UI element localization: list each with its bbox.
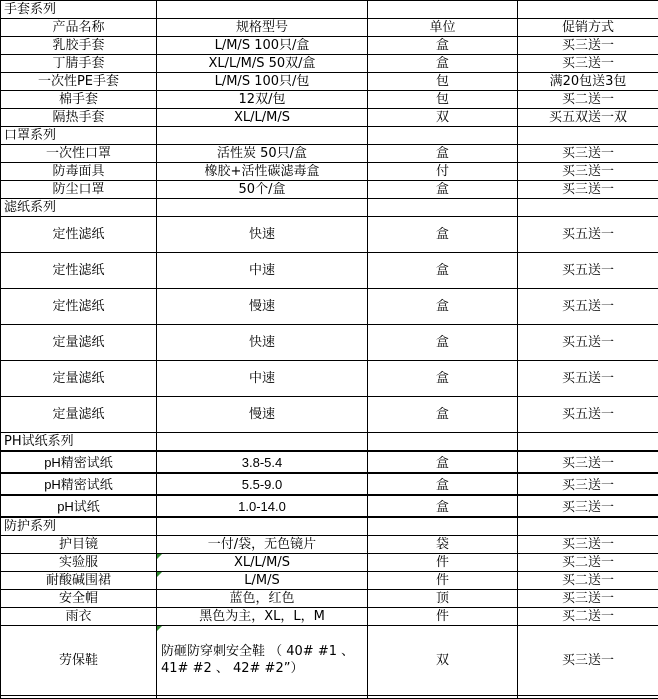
promotion-cell[interactable]: 买五送一 <box>518 289 658 325</box>
table-row <box>1 589 658 607</box>
product-name-cell[interactable]: 一次性口罩 <box>1 145 157 163</box>
empty-cell[interactable] <box>157 199 368 217</box>
unit-cell[interactable]: 盒 <box>368 217 518 253</box>
promotion-cell[interactable]: 买五双送一双 <box>518 109 658 127</box>
section-row-ph-paper <box>1 433 658 451</box>
table-row <box>1 535 658 553</box>
unit-cell[interactable]: 盒 <box>368 325 518 361</box>
table-row <box>1 289 658 325</box>
product-name-cell[interactable]: pH试纸 <box>1 495 157 517</box>
empty-cell[interactable] <box>157 517 368 535</box>
spec-cell[interactable]: 慢速 <box>157 289 368 325</box>
table-row <box>1 253 658 289</box>
promotion-cell[interactable]: 买五送一 <box>518 397 658 433</box>
table-row <box>1 607 658 625</box>
spec-cell[interactable]: 50个/盒 <box>157 181 368 199</box>
empty-cell[interactable] <box>157 695 368 698</box>
table-row <box>1 109 658 127</box>
empty-cell[interactable] <box>368 695 518 698</box>
table-row <box>1 397 658 433</box>
section-title[interactable]: 手套系列 <box>1 1 157 19</box>
spec-cell[interactable]: 中速 <box>157 253 368 289</box>
unit-cell[interactable]: 顶 <box>368 589 518 607</box>
section-row-masks <box>1 127 658 145</box>
product-name-cell[interactable]: 一次性PE手套 <box>1 73 157 91</box>
spec-cell[interactable]: 3.8-5.4 <box>157 451 368 473</box>
spec-cell[interactable]: 黑色为主，XL，L，M <box>157 607 368 625</box>
promotion-cell[interactable]: 满20包送3包 <box>518 73 658 91</box>
unit-cell[interactable]: 包 <box>368 91 518 109</box>
unit-cell[interactable]: 双 <box>368 109 518 127</box>
spec-cell[interactable]: 1.0-14.0 <box>157 495 368 517</box>
empty-cell[interactable] <box>157 433 368 451</box>
unit-cell[interactable]: 盒 <box>368 37 518 55</box>
unit-cell[interactable]: 盒 <box>368 451 518 473</box>
promotion-cell[interactable]: 买二送一 <box>518 553 658 571</box>
empty-cell[interactable] <box>368 517 518 535</box>
product-name-cell[interactable]: 劳保鞋 <box>1 625 157 695</box>
product-name-cell[interactable]: 实验服 <box>1 553 157 571</box>
product-name-cell[interactable]: 定性滤纸 <box>1 289 157 325</box>
promotion-cell[interactable]: 买二送一 <box>518 91 658 109</box>
table-row <box>1 553 658 571</box>
unit-cell[interactable]: 袋 <box>368 535 518 553</box>
trailing-row <box>1 695 658 698</box>
product-name-cell[interactable]: pH精密试纸 <box>1 451 157 473</box>
table-row <box>1 451 658 473</box>
section-title[interactable]: PH试纸系列 <box>1 433 157 451</box>
unit-cell[interactable]: 盒 <box>368 473 518 495</box>
section-row-protection <box>1 517 658 535</box>
section-title[interactable]: 口罩系列 <box>1 127 157 145</box>
unit-cell[interactable]: 盒 <box>368 495 518 517</box>
table-row <box>1 495 658 517</box>
empty-cell[interactable] <box>518 517 658 535</box>
table-row <box>1 325 658 361</box>
empty-cell[interactable] <box>368 127 518 145</box>
promotion-cell[interactable]: 买三送一 <box>518 451 658 473</box>
product-name-cell[interactable]: 丁腈手套 <box>1 55 157 73</box>
table-row <box>1 163 658 181</box>
table-row <box>1 55 658 73</box>
promotion-cell[interactable]: 买五送一 <box>518 253 658 289</box>
unit-cell[interactable]: 件 <box>368 553 518 571</box>
table-row <box>1 571 658 589</box>
promotion-cell[interactable]: 买三送一 <box>518 37 658 55</box>
header-row <box>1 19 658 37</box>
empty-cell[interactable] <box>157 127 368 145</box>
product-name-cell[interactable]: 定性滤纸 <box>1 217 157 253</box>
spec-cell[interactable]: L/M/S 100只/盒 <box>157 37 368 55</box>
unit-cell[interactable]: 盒 <box>368 361 518 397</box>
product-name-cell[interactable]: 耐酸碱围裙 <box>1 571 157 589</box>
promotion-cell[interactable]: 买三送一 <box>518 145 658 163</box>
spec-cell[interactable]: XL/L/M/S <box>157 553 368 571</box>
header-product-name[interactable]: 产品名称 <box>1 19 157 37</box>
table-row <box>1 37 658 55</box>
promotion-cell[interactable]: 买三送一 <box>518 495 658 517</box>
header-spec[interactable]: 规格型号 <box>157 19 368 37</box>
product-name-cell[interactable]: 安全帽 <box>1 589 157 607</box>
empty-cell[interactable] <box>518 433 658 451</box>
spec-cell[interactable]: 防砸防穿刺安全鞋 （ 40# #1 、 41# #2 、 42# #2”） <box>157 625 368 695</box>
promotion-cell[interactable]: 买三送一 <box>518 55 658 73</box>
promotion-cell[interactable]: 买三送一 <box>518 473 658 495</box>
unit-cell[interactable]: 盒 <box>368 253 518 289</box>
empty-cell[interactable] <box>518 695 658 698</box>
unit-cell[interactable]: 盒 <box>368 289 518 325</box>
section-row-gloves <box>1 1 658 19</box>
empty-cell[interactable] <box>518 1 658 19</box>
product-name-cell[interactable]: 定量滤纸 <box>1 325 157 361</box>
unit-cell[interactable]: 盒 <box>368 181 518 199</box>
unit-cell[interactable]: 盒 <box>368 145 518 163</box>
spec-cell[interactable]: L/M/S <box>157 571 368 589</box>
section-title[interactable]: 防护系列 <box>1 517 157 535</box>
unit-cell[interactable]: 盒 <box>368 397 518 433</box>
section-row-filter-paper <box>1 199 658 217</box>
spec-cell[interactable]: XL/L/M/S 50双/盒 <box>157 55 368 73</box>
spec-cell[interactable]: 蓝色，红色 <box>157 589 368 607</box>
section-title[interactable]: 滤纸系列 <box>1 199 157 217</box>
unit-cell[interactable]: 双 <box>368 625 518 695</box>
header-promotion[interactable]: 促销方式 <box>518 19 658 37</box>
spec-cell[interactable]: 5.5-9.0 <box>157 473 368 495</box>
unit-cell[interactable]: 付 <box>368 163 518 181</box>
empty-cell[interactable] <box>368 1 518 19</box>
table-row <box>1 145 658 163</box>
empty-cell[interactable] <box>1 695 157 698</box>
promotion-cell[interactable]: 买二送一 <box>518 607 658 625</box>
spec-cell[interactable]: 橡胶+活性碳滤毒盒 <box>157 163 368 181</box>
spec-cell[interactable]: 活性炭 50只/盒 <box>157 145 368 163</box>
spec-cell[interactable]: 中速 <box>157 361 368 397</box>
product-name-cell[interactable]: 防尘口罩 <box>1 181 157 199</box>
product-name-cell[interactable]: 雨衣 <box>1 607 157 625</box>
promotion-cell[interactable]: 买二送一 <box>518 571 658 589</box>
unit-cell[interactable]: 包 <box>368 73 518 91</box>
spec-cell[interactable]: 慢速 <box>157 397 368 433</box>
spec-cell[interactable]: 快速 <box>157 325 368 361</box>
table-row <box>1 181 658 199</box>
product-name-cell[interactable]: 防毒面具 <box>1 163 157 181</box>
table-row <box>1 217 658 253</box>
product-name-cell[interactable]: 棉手套 <box>1 91 157 109</box>
table-row <box>1 625 658 695</box>
spec-cell[interactable]: L/M/S 100只/包 <box>157 73 368 91</box>
unit-cell[interactable]: 件 <box>368 571 518 589</box>
promotion-cell[interactable]: 买三送一 <box>518 625 658 695</box>
empty-cell[interactable] <box>518 127 658 145</box>
product-name-cell[interactable]: 护目镜 <box>1 535 157 553</box>
promotion-cell[interactable]: 买三送一 <box>518 589 658 607</box>
product-name-cell[interactable]: pH精密试纸 <box>1 473 157 495</box>
promotion-cell[interactable]: 买五送一 <box>518 217 658 253</box>
promotion-cell[interactable]: 买五送一 <box>518 325 658 361</box>
promotion-cell[interactable]: 买五送一 <box>518 361 658 397</box>
table-row <box>1 473 658 495</box>
product-name-cell[interactable]: 隔热手套 <box>1 109 157 127</box>
unit-cell[interactable]: 件 <box>368 607 518 625</box>
spec-cell[interactable]: 一付/袋，无色镜片 <box>157 535 368 553</box>
promotion-cell[interactable]: 买三送一 <box>518 163 658 181</box>
table-row <box>1 73 658 91</box>
product-name-cell[interactable]: 定量滤纸 <box>1 397 157 433</box>
product-name-cell[interactable]: 定量滤纸 <box>1 361 157 397</box>
empty-cell[interactable] <box>518 199 658 217</box>
empty-cell[interactable] <box>368 433 518 451</box>
table-row <box>1 91 658 109</box>
promotion-cell[interactable]: 买三送一 <box>518 181 658 199</box>
product-name-cell[interactable]: 定性滤纸 <box>1 253 157 289</box>
promotion-cell[interactable]: 买三送一 <box>518 535 658 553</box>
empty-cell[interactable] <box>368 199 518 217</box>
spec-cell[interactable]: 12双/包 <box>157 91 368 109</box>
spec-cell[interactable]: 快速 <box>157 217 368 253</box>
spec-cell[interactable]: XL/L/M/S <box>157 109 368 127</box>
header-unit[interactable]: 单位 <box>368 19 518 37</box>
empty-cell[interactable] <box>157 1 368 19</box>
unit-cell[interactable]: 盒 <box>368 55 518 73</box>
product-name-cell[interactable]: 乳胶手套 <box>1 37 157 55</box>
table-row <box>1 361 658 397</box>
